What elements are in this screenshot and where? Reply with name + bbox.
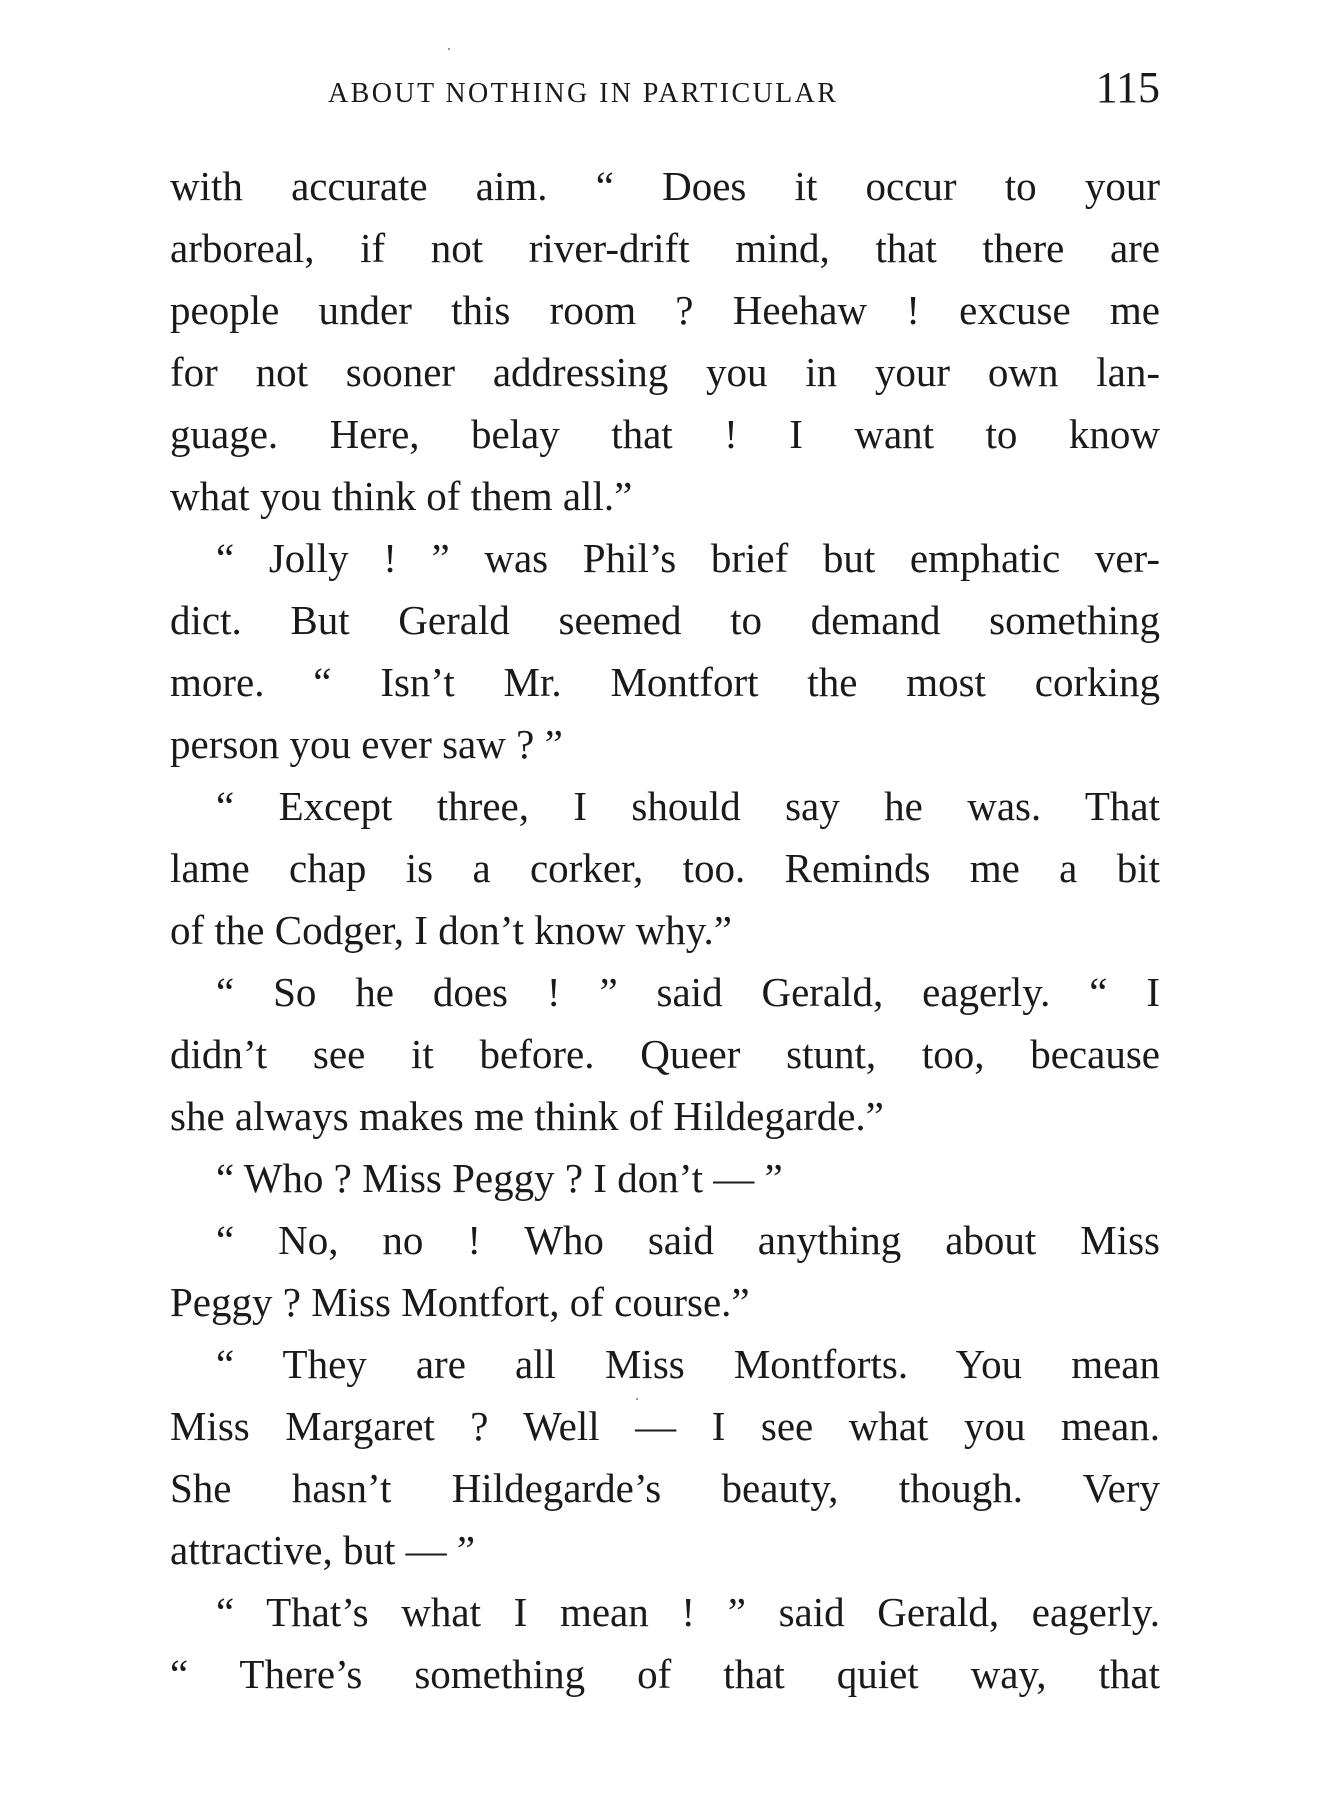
text-line: “ That’s what I mean ! ” said Gerald, eagerly. <box>216 1589 1160 1635</box>
text-line: She hasn’t Hildegarde’s beauty, though. Very <box>170 1465 1160 1511</box>
page-number: 115 <box>1095 63 1160 112</box>
text-line: what you think of them all.” <box>170 473 633 519</box>
text-line: “ There’s something of that quiet way, that <box>170 1651 1160 1697</box>
text-line: “ Except three, I should say he was. That <box>216 783 1160 829</box>
text-line: of the Codger, I don’t know why.” <box>170 907 733 953</box>
text-line: Miss Margaret ? Well — I see what you mean. <box>170 1403 1160 1449</box>
text-line: didn’t see it before. Queer stunt, too, because <box>170 1031 1160 1077</box>
print-speck <box>636 1398 638 1400</box>
text-line: lame chap is a corker, too. Reminds me a bit <box>170 845 1160 891</box>
body-text <box>170 155 1160 1705</box>
text-line: “ Who ? Miss Peggy ? I don’t — ” <box>216 1155 783 1201</box>
text-line: more. “ Isn’t Mr. Montfort the most corking <box>170 659 1160 705</box>
text-line: “ No, no ! Who said anything about Miss <box>216 1217 1160 1263</box>
text-line: “ They are all Miss Montforts. You mean <box>216 1341 1160 1387</box>
text-line: for not sooner addressing you in your own lan- <box>170 349 1160 395</box>
text-line: attractive, but — ” <box>170 1527 476 1573</box>
text-line: people under this room ? Heehaw ! excuse me <box>170 287 1160 333</box>
running-head <box>170 62 1160 122</box>
text-line: guage. Here, belay that ! I want to know <box>170 411 1160 457</box>
text-line: with accurate aim. “ Does it occur to your <box>170 163 1160 209</box>
text-line: Peggy ? Miss Montfort, of course.” <box>170 1279 750 1325</box>
text-line: person you ever saw ? ” <box>170 721 563 767</box>
text-line: arboreal, if not river-drift mind, that there are <box>170 225 1160 271</box>
text-line: she always makes me think of Hildegarde.” <box>170 1093 884 1139</box>
text-line: “ Jolly ! ” was Phil’s brief but emphatic ver- <box>216 535 1160 581</box>
print-speck <box>448 48 450 50</box>
running-title: ABOUT NOTHING IN PARTICULAR <box>328 78 839 109</box>
text-line: “ So he does ! ” said Gerald, eagerly. “ I <box>216 969 1160 1015</box>
text-line: dict. But Gerald seemed to demand something <box>170 597 1160 643</box>
